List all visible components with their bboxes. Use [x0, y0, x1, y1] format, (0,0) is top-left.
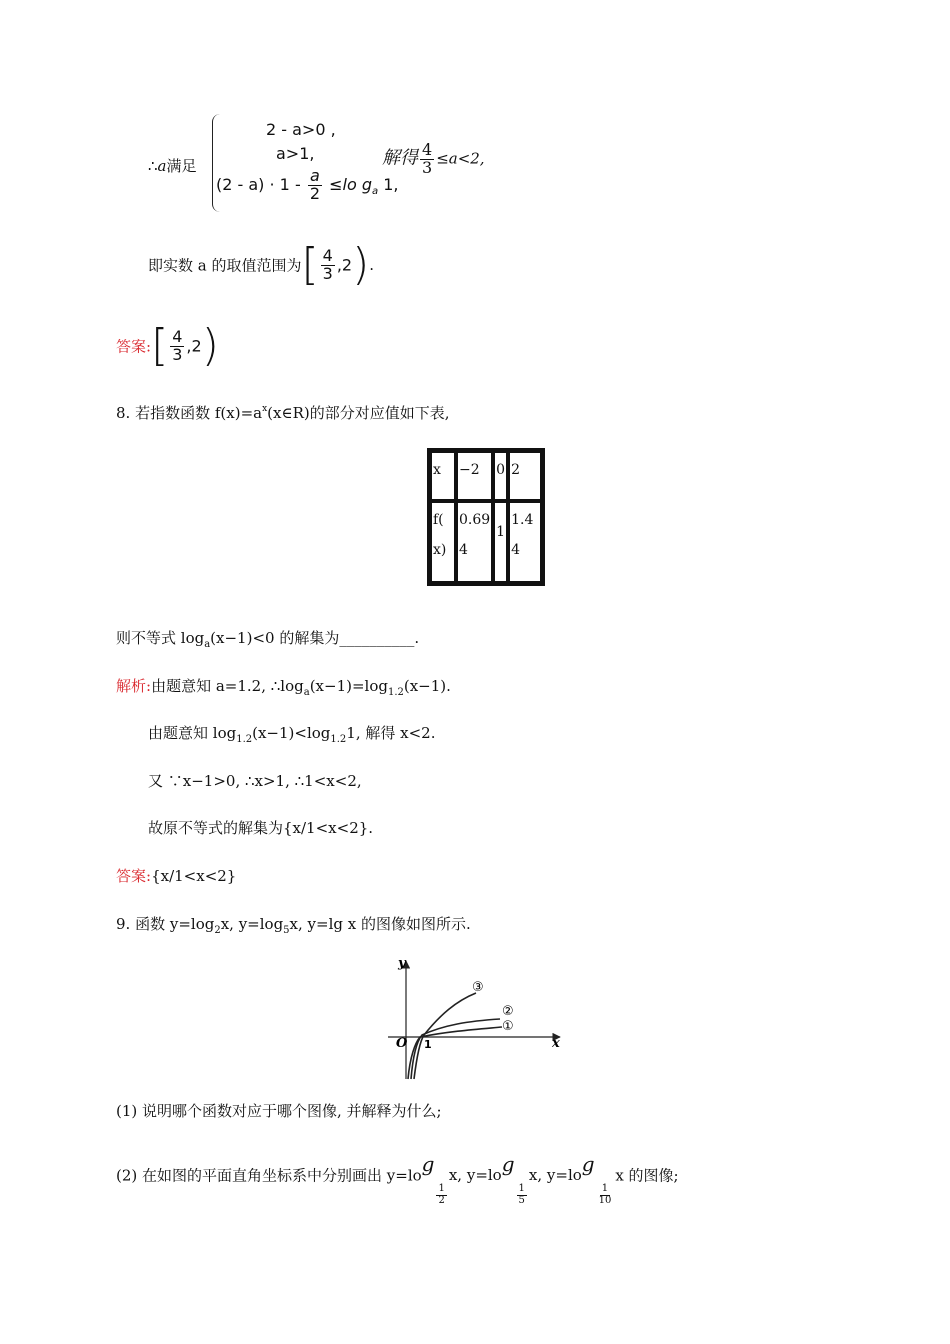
analysis-label: 解析:	[116, 677, 152, 695]
subscript: 2	[214, 925, 221, 936]
ineq-post: (x−1)<0 的解集为	[210, 629, 340, 647]
cond3-log: ≤lo g	[329, 174, 372, 194]
text: (x−1).	[403, 677, 451, 695]
inequality-question	[116, 627, 419, 648]
q8-exponent: x	[262, 404, 268, 414]
cond3-denominator: 2	[309, 183, 320, 203]
origin-label: O	[396, 1036, 408, 1051]
left-bracket: [	[151, 320, 169, 371]
sub-question-2	[116, 1152, 679, 1206]
q8-suffix: (x∈R)的部分对应值如下表,	[267, 404, 450, 422]
answer-fraction	[170, 326, 184, 364]
cell-line: x)	[433, 542, 447, 558]
table-row	[430, 501, 542, 583]
question-8	[116, 402, 450, 423]
therefore-symbol: ∴	[148, 157, 158, 175]
solve-text: 解得	[382, 147, 418, 169]
analysis-line-3: 又 ∵x−1>0, ∴x>1, ∴1<x<2,	[148, 772, 362, 790]
curve-1-label: ①	[502, 1019, 514, 1034]
log-function-graph	[384, 955, 574, 1087]
inequality-system	[212, 114, 399, 214]
value-table	[427, 448, 545, 586]
text: x, y=lg x 的图像如图所示.	[289, 915, 471, 933]
answer-value: {x/1<x<2}	[151, 867, 237, 885]
table-cell	[456, 501, 493, 583]
subscript: 5	[283, 925, 290, 936]
curve-2-label: ②	[502, 1004, 514, 1019]
cell-line: 1.4	[511, 512, 534, 528]
cell-line: 4	[511, 542, 521, 558]
solve-fraction	[420, 142, 434, 177]
satisfies-text: 满足	[166, 157, 197, 175]
cond3-prefix: (2 - a) · 1 -	[216, 174, 301, 194]
table-cell: 0	[493, 451, 508, 501]
therefore-line	[148, 155, 197, 176]
text: x, y=lo	[448, 1166, 502, 1184]
range-line	[148, 239, 375, 290]
text: 由题意知 a=1.2, ∴log	[151, 677, 304, 695]
numerator: 1	[601, 1183, 609, 1194]
cell-line: 0.69	[459, 512, 491, 528]
table-cell	[493, 501, 508, 583]
g-letter: g	[421, 1152, 435, 1176]
text: x 的图像;	[615, 1166, 679, 1185]
text: x, y=log	[220, 915, 284, 933]
range-denominator: 3	[322, 263, 333, 283]
ineq-end: .	[414, 629, 420, 647]
left-bracket: [	[301, 239, 319, 290]
graph-svg	[384, 955, 574, 1083]
base-fraction-fifth	[517, 1184, 527, 1206]
text: 1, 解得 x<2.	[346, 724, 436, 742]
condition-2: a>1,	[276, 144, 315, 163]
tick-one-label: 1	[424, 1038, 432, 1051]
right-paren: )	[352, 239, 370, 290]
condition-3	[216, 168, 398, 203]
cell-line: 4	[459, 542, 468, 558]
answer-label: 答案:	[116, 867, 152, 885]
condition-1: 2 - a>0 ,	[266, 120, 336, 139]
denominator: 2	[438, 1194, 445, 1206]
analysis-line-4: 故原不等式的解集为{x/1<x<2}.	[148, 819, 374, 837]
range-numerator: 4	[322, 245, 333, 265]
answer-8	[116, 865, 236, 886]
table-cell: 2	[508, 451, 542, 501]
denominator: 10	[598, 1194, 612, 1206]
subscript: 1.2	[330, 734, 347, 745]
cond3-numerator: a	[310, 166, 320, 185]
subscript: a	[303, 687, 310, 698]
subscript: 1.2	[387, 687, 404, 698]
sub-question-1: (1) 说明哪个函数对应于哪个图像, 并解释为什么;	[116, 1102, 442, 1120]
y-axis-label: y	[398, 956, 406, 971]
solve-denominator: 3	[422, 157, 433, 177]
table-cell	[508, 501, 542, 583]
base-fraction-half	[436, 1184, 446, 1206]
table-cell	[430, 501, 456, 583]
q8-prefix: 8. 若指数函数 f(x)=a	[116, 404, 263, 422]
solve-numerator: 4	[422, 140, 433, 159]
answer-denominator: 3	[172, 344, 183, 364]
text: (2) 在如图的平面直角坐标系中分别画出 y=lo	[116, 1166, 422, 1185]
curve-3-label: ③	[472, 980, 484, 995]
cond3-end: 1,	[383, 174, 399, 194]
answer-7	[116, 320, 219, 371]
g-letter: g	[501, 1152, 515, 1176]
numerator: 1	[438, 1183, 445, 1194]
answer-blank: __________	[339, 629, 415, 647]
ineq-base: a	[204, 639, 211, 650]
text: 9. 函数 y=log	[116, 915, 215, 933]
text: 由题意知 log	[148, 724, 237, 742]
base-fraction-tenth	[597, 1184, 614, 1206]
var-a: a	[157, 157, 167, 175]
text: x, y=lo	[528, 1166, 582, 1184]
cell-line: 1	[496, 524, 506, 540]
cond3-fraction	[308, 168, 322, 203]
question-9	[116, 913, 471, 934]
numerator: 1	[518, 1183, 525, 1194]
ineq-prefix: 则不等式 log	[116, 629, 205, 647]
cond3-log-base: a	[371, 185, 379, 197]
solve-result	[382, 142, 485, 177]
solve-end: ≤a<2,	[436, 149, 485, 168]
x-axis-label: x	[552, 1036, 560, 1051]
denominator: 5	[518, 1194, 525, 1206]
range-end: .	[369, 256, 375, 274]
range-fraction	[321, 245, 335, 283]
analysis-line-2	[148, 722, 435, 743]
right-paren: )	[201, 320, 219, 371]
subscript: 1.2	[236, 734, 253, 745]
answer-label: 答案:	[116, 337, 152, 356]
table-cell: −2	[456, 451, 493, 501]
g-letter: g	[581, 1152, 595, 1176]
table-row	[430, 451, 542, 501]
answer-numerator: 4	[172, 326, 183, 346]
text: (x−1)=log	[309, 677, 388, 695]
range-text: 即实数 a 的取值范围为	[148, 256, 302, 275]
text: (x−1)<log	[252, 724, 331, 742]
answer-tail: ,2	[186, 336, 202, 356]
analysis-line-1	[116, 675, 451, 696]
cell-line: f(	[433, 512, 444, 528]
range-tail: ,2	[336, 255, 353, 275]
table-cell: x	[430, 451, 456, 501]
